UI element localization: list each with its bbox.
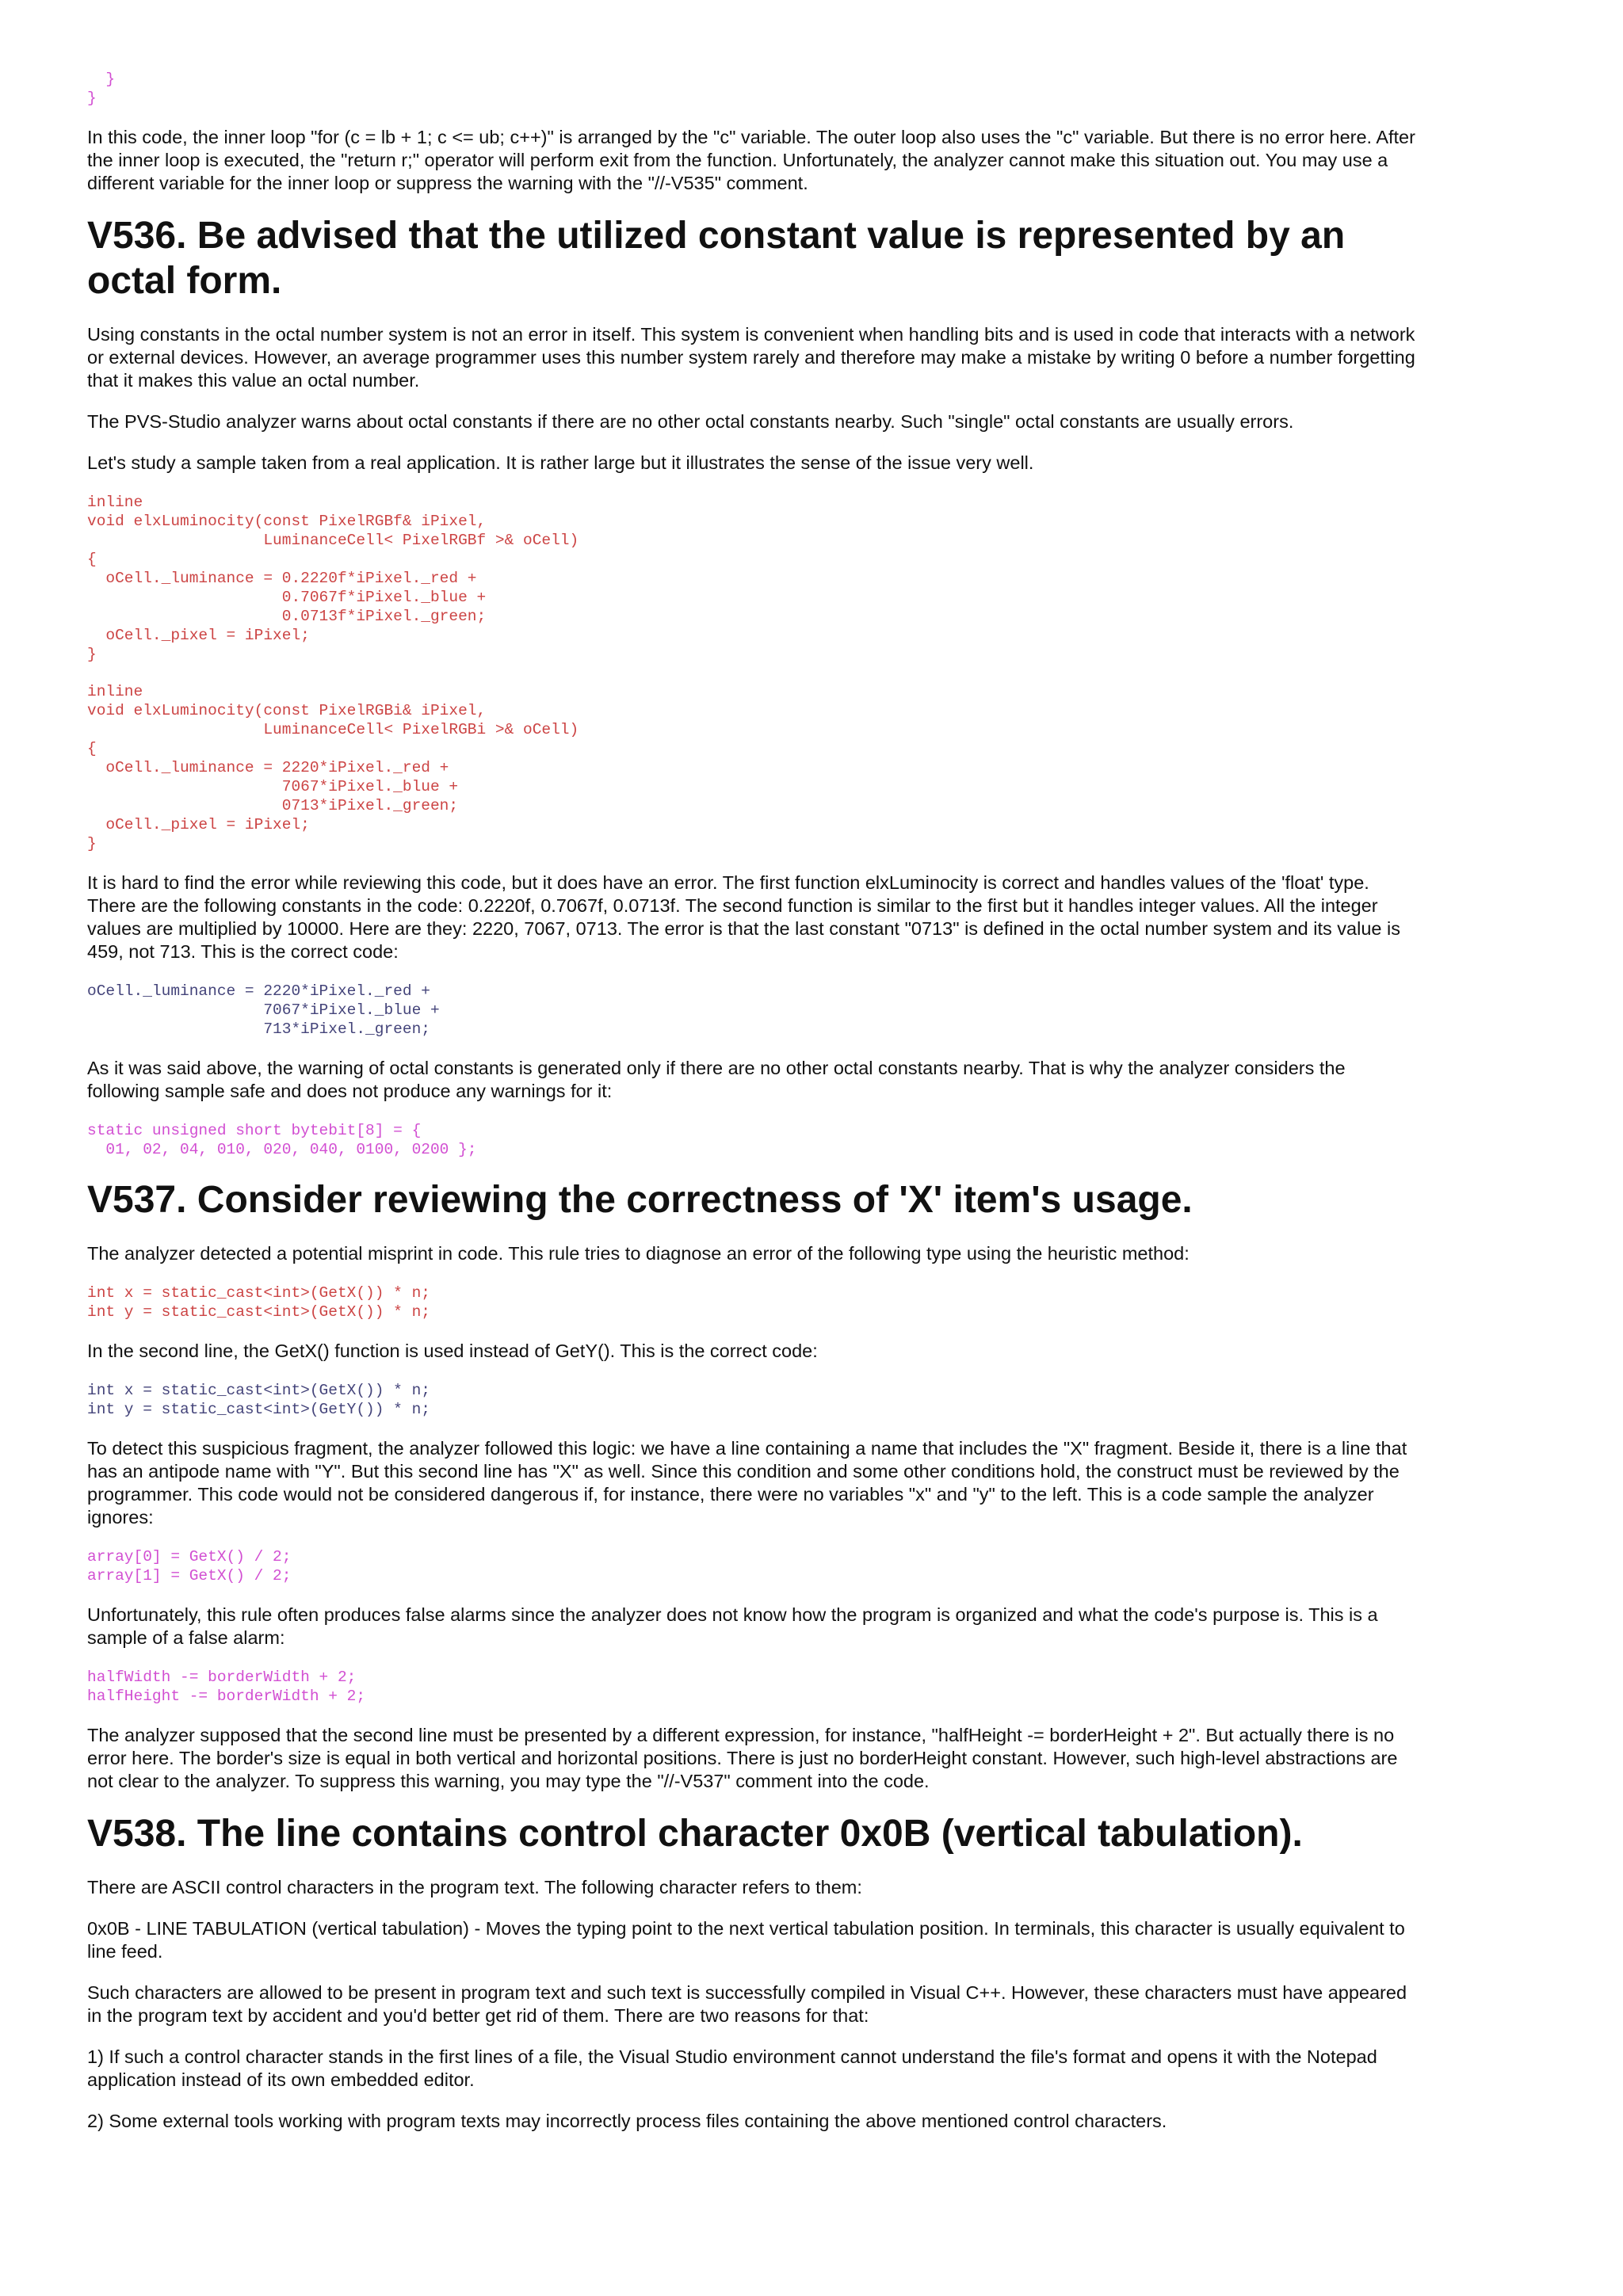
paragraph-v538-definition: 0x0B - LINE TABULATION (vertical tabulation) - Moves the typing point to the next vertical tabulation position. In terminals, this character is usually equivalent to line feed. bbox=[87, 1918, 1405, 1962]
paragraph-v538-intro: There are ASCII control characters in the program text. The following character refers to them: bbox=[87, 1877, 862, 1897]
document-page bbox=[87, 70, 1419, 2151]
paragraph-v537-false-alarms: Unfortunately, this rule often produces false alarms since the analyzer does not know how the program is organized and what the code's purpose is. This is a sample of a false alarm: bbox=[87, 1604, 1378, 1648]
paragraph-v536-error: It is hard to find the error while reviewing this code, but it does have an error. The first function elxLuminocity is correct and handles values of the 'float' type. There are the following constants in the code: 0.2220f, 0.7067f, 0.0713f. The second function is similar to the first but it handles integer values. All the integer values are multiplied by 10000. Here are they: 2220, 7067, 0713. The error is that the last constant "0713" is defined in the octal number system and its value is 459, not 713. This is the correct code: bbox=[87, 872, 1400, 962]
code-block-closing-braces: } } bbox=[87, 71, 116, 107]
code-block-bytebit: static unsigned short bytebit[8] = { 01, 02, 04, 010, 020, 040, 0100, 0200 }; bbox=[87, 1122, 477, 1158]
paragraph-v535-explanation: In this code, the inner loop "for (c = lb + 1; c <= ub; c++)" is arranged by the "c" variable. The outer loop also uses the "c" variable. But there is no error here. After the inner loop is executed, the "return r;" operator will perform exit from the function. Unfortunately, the analyzer cannot make this situation out. You may use a different variable for the inner loop or suppress the warning with the "//-V535" comment. bbox=[87, 127, 1415, 193]
heading-v538: V538. The line contains control character 0x0B (vertical tabulation). bbox=[87, 1813, 1303, 1855]
paragraph-v537-intro: The analyzer detected a potential misprint in code. This rule tries to diagnose an error of the following type using the heuristic method: bbox=[87, 1243, 1190, 1264]
code-block-gety-correct: int x = static_cast<int>(GetX()) * n; int y = static_cast<int>(GetY()) * n; bbox=[87, 1382, 430, 1418]
heading-v536: V536. Be advised that the utilized constant value is represented by an octal form. bbox=[87, 215, 1346, 302]
paragraph-v536-sample: Let's study a sample taken from a real application. It is rather large but it illustrates the sense of the issue very well. bbox=[87, 452, 1034, 473]
code-block-float-luminocity: inline void elxLuminocity(const PixelRGBf& iPixel, LuminanceCell< PixelRGBf >& oCell) { oCell._luminance = 0.2220f*iPixel._red + 0.7067f*iPixel._blue + 0.0713f*iPixel._green; oCell._pixel = iPixel; } bbox=[87, 494, 579, 663]
code-block-false-alarm: halfWidth -= borderWidth + 2; halfHeight -= borderWidth + 2; bbox=[87, 1669, 366, 1705]
code-block-correct-luminance: oCell._luminance = 2220*iPixel._red + 7067*iPixel._blue + 713*iPixel._green; bbox=[87, 982, 440, 1038]
section-v538 bbox=[87, 1811, 1419, 2133]
section-v537 bbox=[87, 1177, 1419, 1793]
code-block-getx-misprint: int x = static_cast<int>(GetX()) * n; int y = static_cast<int>(GetX()) * n; bbox=[87, 1284, 430, 1321]
paragraph-v538-reason-1: 1) If such a control character stands in the first lines of a file, the Visual Studio environment cannot understand the file's format and opens it with the Notepad application instead of its own embedded editor. bbox=[87, 2046, 1377, 2090]
heading-v537: V537. Consider reviewing the correctness of 'X' item's usage. bbox=[87, 1179, 1193, 1221]
paragraph-v537-correct: In the second line, the GetX() function is used instead of GetY(). This is the correct code: bbox=[87, 1341, 818, 1361]
code-block-int-luminocity: inline void elxLuminocity(const PixelRGBi& iPixel, LuminanceCell< PixelRGBi >& oCell) { oCell._luminance = 2220*iPixel._red + 7067*iPixel._blue + 0713*iPixel._green; oCell._pixel = iPixel; } bbox=[87, 683, 579, 852]
code-block-array-ignored: array[0] = GetX() / 2; array[1] = GetX() / 2; bbox=[87, 1548, 292, 1585]
paragraph-v537-suppress: The analyzer supposed that the second line must be presented by a different expression, for instance, "halfHeight -= borderHeight + 2". But actually there is no error here. The border's size is equal in both vertical and horizontal positions. There is just no borderHeight constant. However, such high-level abstractions are not clear to the analyzer. To suppress this warning, you may type the "//-V537" comment into the code. bbox=[87, 1725, 1398, 1791]
section-v536 bbox=[87, 213, 1419, 1159]
paragraph-v537-logic: To detect this suspicious fragment, the analyzer followed this logic: we have a line containing a name that includes the "X" fragment. Beside it, there is a line that has an antipode name with "Y". But this second line has "X" as well. Since this condition and some other conditions hold, the construct must be reviewed by the programmer. This code would not be considered dangerous if, for instance, there were no variables "x" and "y" to the left. This is a code sample the analyzer ignores: bbox=[87, 1438, 1407, 1527]
paragraph-v538-reason-2: 2) Some external tools working with program texts may incorrectly process files containing the above mentioned control characters. bbox=[87, 2111, 1167, 2131]
paragraph-v538-reasons: Such characters are allowed to be present in program text and such text is successfully compiled in Visual C++. However, these characters must have appeared in the program text by accident and you'd better get rid of them. There are two reasons for that: bbox=[87, 1982, 1407, 2026]
paragraph-v536-warning: The PVS-Studio analyzer warns about octal constants if there are no other octal constants nearby. Such "single" octal constants are usually errors. bbox=[87, 411, 1294, 432]
paragraph-v536-intro: Using constants in the octal number system is not an error in itself. This system is convenient when handling bits and is used in code that interacts with a network or external devices. However, an average programmer uses this number system rarely and therefore may make a mistake by writing 0 before a number forgetting that it makes this value an octal number. bbox=[87, 324, 1415, 391]
paragraph-v536-safe: As it was said above, the warning of octal constants is generated only if there are no other octal constants nearby. That is why the analyzer considers the following sample safe and does not produce any warnings for it: bbox=[87, 1058, 1346, 1101]
